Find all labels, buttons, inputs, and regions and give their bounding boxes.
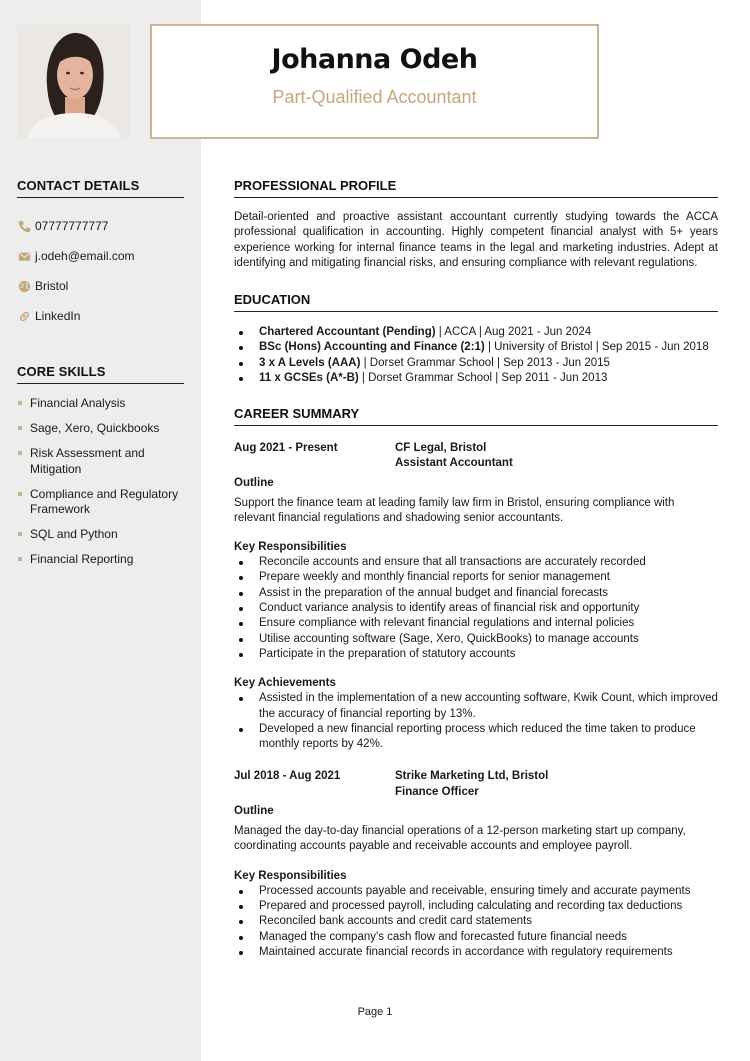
contact-location	[17, 271, 184, 301]
job-entry	[234, 441, 718, 752]
skills-heading: CORE SKILLS	[17, 364, 184, 384]
skill-item: SQL and Python	[17, 527, 184, 543]
career-section	[234, 406, 718, 960]
job-company: CF Legal, Bristol	[395, 442, 487, 454]
list-item: Assist in the preparation of the annual budget and financial forecasts	[234, 586, 718, 601]
skill-item: Compliance and Regulatory Framework	[17, 487, 184, 518]
contact-heading: CONTACT DETAILS	[17, 178, 184, 198]
list-item: Prepare weekly and monthly financial reports for senior management	[234, 570, 718, 585]
profile-photo	[17, 25, 130, 138]
profile-section	[234, 178, 718, 271]
job-outline: Managed the day-to-day financial operations of a 12-person marketing start up company, coordinating accounts payable and receivable accounts and employee payroll.	[234, 825, 686, 853]
contact-location-text: Bristol	[35, 279, 69, 293]
career-heading: CAREER SUMMARY	[234, 406, 718, 426]
contact-phone	[17, 211, 184, 241]
page-number: Page 1	[357, 1006, 393, 1018]
job-outline: Support the finance team at leading family law firm in Bristol, ensuring compliance with relevant financial regulations and shadowing senior accountants.	[234, 496, 675, 524]
name-header	[150, 24, 599, 139]
education-heading: EDUCATION	[234, 292, 718, 312]
job-header	[234, 769, 718, 800]
education-detail: | ACCA | Aug 2021 - Jun 2024	[435, 326, 592, 338]
outline-label: Outline	[234, 805, 274, 818]
education-item	[234, 371, 718, 386]
job-employer	[395, 769, 548, 800]
link-icon	[17, 309, 31, 323]
phone-icon	[17, 219, 31, 233]
job-dates: Jul 2018 - Aug 2021	[234, 770, 341, 783]
achievements-label: Key Achievements	[234, 677, 336, 690]
list-item: Conduct variance analysis to identify areas of financial risk and opportunity	[234, 601, 718, 616]
education-detail: | University of Bristol | Sep 2015 - Jun 2018	[484, 341, 709, 354]
education-item	[234, 325, 718, 340]
job-title: Assistant Accountant	[395, 457, 513, 470]
list-item: Participate in the preparation of statutory accounts	[234, 647, 718, 662]
list-item: Prepared and processed payroll, including calculating and recording tax deductions	[234, 899, 718, 914]
contact-section	[17, 178, 184, 331]
job-entry	[234, 769, 718, 960]
education-section	[234, 292, 718, 386]
education-item	[234, 340, 718, 355]
list-item: Assisted in the implementation of a new accounting software, Kwik Count, which improved the accuracy of financial reporting by 13%.	[234, 691, 718, 722]
education-list	[234, 325, 718, 386]
list-item: Reconciled bank accounts and credit card statements	[234, 914, 718, 929]
education-qualification: 11 x GCSEs (A*-B)	[259, 371, 359, 384]
skill-item: Sage, Xero, Quickbooks	[17, 421, 184, 437]
list-item: Processed accounts payable and receivable, ensuring timely and accurate payments	[234, 884, 718, 899]
skills-list	[17, 396, 184, 568]
email-icon	[17, 249, 31, 263]
responsibilities-label: Key Responsibilities	[234, 541, 347, 554]
job-dates: Aug 2021 - Present	[234, 442, 338, 454]
skill-item: Financial Analysis	[17, 396, 184, 412]
job-title: Finance Officer	[395, 785, 479, 798]
responsibilities-label: Key Responsibilities	[234, 869, 347, 882]
list-item: Maintained accurate financial records in accordance with regulatory requirements	[234, 945, 718, 960]
education-qualification: BSc (Hons) Accounting and Finance (2:1)	[259, 341, 485, 354]
education-qualification: Chartered Accountant (Pending)	[259, 326, 436, 338]
list-item: Utilise accounting software (Sage, Xero, QuickBooks) to manage accounts	[234, 632, 718, 647]
outline-label: Outline	[234, 476, 274, 489]
contact-list	[17, 211, 184, 331]
education-qualification: 3 x A Levels (AAA)	[259, 356, 361, 369]
responsibilities-list	[234, 884, 718, 960]
skills-section	[17, 364, 184, 577]
contact-linkedin[interactable]	[17, 301, 184, 331]
skill-item: Financial Reporting	[17, 552, 184, 568]
candidate-name: Johanna Odeh	[271, 44, 478, 75]
list-item: Reconcile accounts and ensure that all transactions are accurately recorded	[234, 555, 718, 570]
profile-text: Detail-oriented and proactive assistant accountant currently studying towards the ACCA professional qualification in accounting. Highly competent financial analyst with 5+ years experience working for internal finance teams in the legal and marketing industries. Adept at identifying and mitigating financial risks, and ensuring compliance with relevant regulations.	[234, 211, 718, 269]
contact-phone-text: 07777777777	[35, 219, 109, 233]
list-item: Developed a new financial reporting process which reduced the time taken to produce monthly reports by 42%.	[234, 722, 718, 753]
candidate-role: Part-Qualified Accountant	[272, 87, 477, 107]
job-employer	[395, 441, 513, 472]
contact-email	[17, 241, 184, 271]
education-detail: | Dorset Grammar School | Sep 2011 - Jun 2013	[358, 371, 608, 384]
contact-email-text: j.odeh@email.com	[35, 249, 135, 263]
contact-linkedin-text[interactable]: LinkedIn	[35, 309, 81, 323]
job-header	[234, 441, 718, 472]
education-item	[234, 356, 718, 371]
globe-icon	[17, 279, 31, 293]
achievements-list	[234, 691, 718, 752]
responsibilities-list	[234, 555, 718, 662]
profile-heading: PROFESSIONAL PROFILE	[234, 178, 718, 198]
skill-item: Risk Assessment and Mitigation	[17, 446, 184, 477]
list-item: Ensure compliance with relevant financial regulations and internal policies	[234, 616, 718, 631]
education-detail: | Dorset Grammar School | Sep 2013 - Jun 2015	[360, 356, 610, 369]
job-company: Strike Marketing Ltd, Bristol	[395, 770, 549, 783]
list-item: Managed the company's cash flow and forecasted future financial needs	[234, 930, 718, 945]
